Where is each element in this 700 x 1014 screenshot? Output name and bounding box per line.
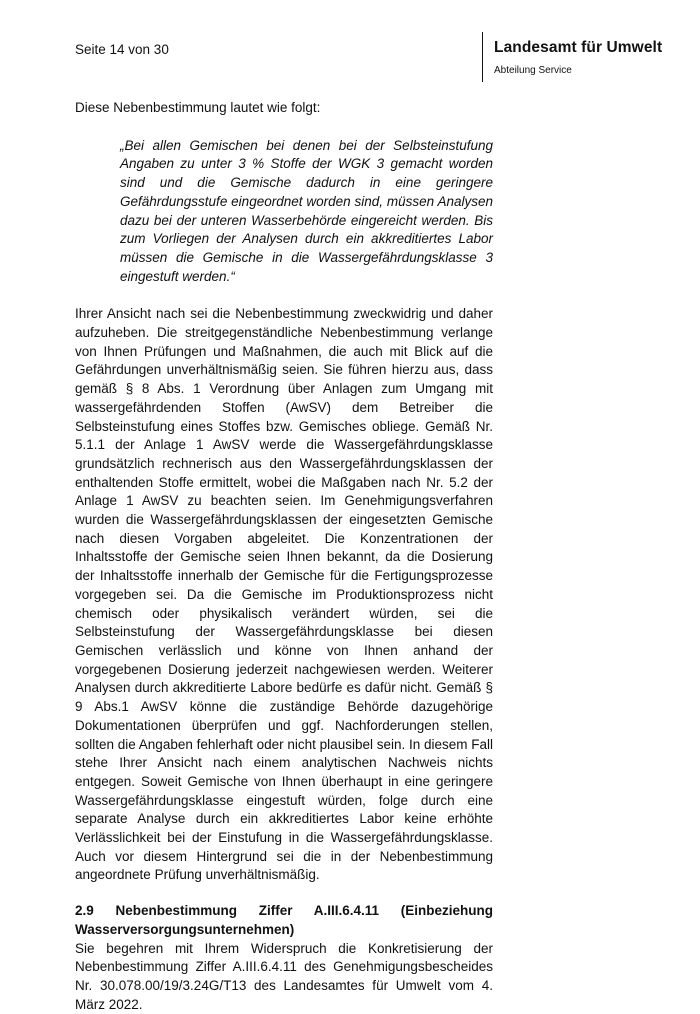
document-body [75,99,493,1014]
agency-letterhead [482,32,682,82]
agency-name: Landesamt für Umwelt [494,39,663,56]
body-paragraph: Ihrer Ansicht nach sei die Nebenbestimmung zweckwidrig und daher aufzuheben. Die streitgegenständliche Nebenbestimmung verlange von Ihnen Prüfungen und Maßnahmen, die auch mit Blick auf die Gefährdungen unverhältnismäßig seien. Sie führen hierzu aus, dass gemäß § 8 Abs. 1 Verordnung über Anlagen zum Umgang mit wassergefährdenden Stoffen (AwSV) dem Betreiber die Selbsteinstufung eines Stoffes bzw. Gemisches obliege. Gemäß Nr. 5.1.1 der Anlage 1 AwSV werde die Wassergefährdungsklasse grundsätzlich rechnerisch aus den Wassergefährdungsklassen der enthaltenden Stoffe ermittelt, wobei die Maßgaben nach Nr. 5.2 der Anlage 1 AwSV zu beachten seien. Im Genehmigungsverfahren wurden die Wassergefährdungsklassen der eingesetzten Gemische nach diesen Vorgaben abgeleitet. Die Konzentrationen der Inhaltsstoffe der Gemische seien Ihnen bekannt, da die Dosierung der Inhaltsstoffe innerhalb der Gemische für die Fertigungsprozesse vorgegeben sei. Da die Gemische im Produktionsprozess nicht chemisch oder physikalisch verändert würden, sei die Selbsteinstufung der Wassergefährdungsklasse bei diesen Gemischen verlässlich und könne von Ihnen anhand der vorgegebenen Dosierung jederzeit nachgewiesen werden. Weiterer Analysen durch akkreditierte Labore bedürfe es dafür nicht. Gemäß § 9 Abs.1 AwSV könne die zuständige Behörde dazugehörige Dokumentationen überprüfen und ggf. Nachforderungen stellen, sollten die Angaben fehlerhaft oder nicht plausibel sein. In diesem Fall stehe Ihrer Ansicht nach einem analytischen Nachweis nichts entgegen. Soweit Gemische von Ihnen überhaupt in eine geringere Wassergefährdungsklasse eingestuft würden, folge durch eine separate Analyse durch ein akkreditiertes Labor keine erhöhte Verlässlichkeit bei der Einstufung in die Wassergefährdungsklasse. Auch vor diesem Hintergrund sei die in der Nebenbestimmung angeordnete Prüfung unverhältnismäßig. [75,306,494,883]
page-number: Seite 14 von 30 [75,42,169,57]
quoted-provision: „Bei allen Gemischen bei denen bei der Selbsteinstufung Angaben zu unter 3 % Stoffe der WGK 3 gemacht worden sind und die Gemische dadurch in eine geringere Gefährdungsstufe eingeordnet worden sind, müssen Analysen dazu bei der unteren Wasserbehörde eingereicht werden. Bis zum Vorliegen der Analysen durch ein akkreditiertes Labor müssen die Gemische in die Wassergefährdungsklasse 3 eingestuft werden.“ [120,137,493,284]
agency-department: Abteilung Service [494,65,572,76]
section-heading: 2.9 Nebenbestimmung Ziffer A.III.6.4.11 (Einbeziehung Wasserversorgungsunternehmen) [75,903,493,937]
intro-line: Diese Nebenbestimmung lautet wie folgt: [75,100,321,115]
section-text: Sie begehren mit Ihrem Widerspruch die Konkretisierung der Nebenbestimmung Ziffer A.III.6.4.11 des Genehmigungsbescheides Nr. 30.078.00/19/3.24G/T13 des Landesamtes für Umwelt vom 4. März 2022. [75,940,493,1012]
